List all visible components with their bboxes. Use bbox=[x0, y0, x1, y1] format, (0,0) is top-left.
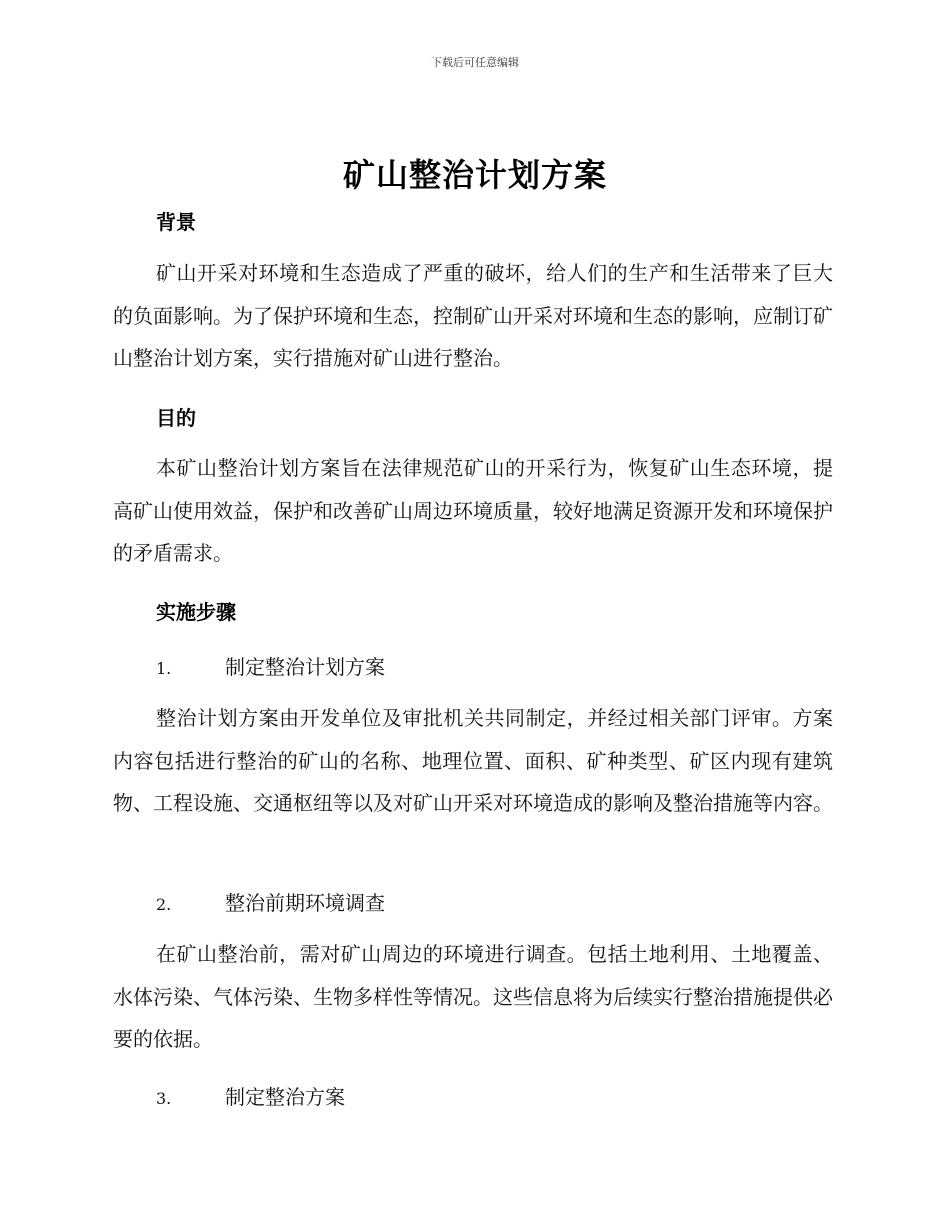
step-label: 制定整治计划方案 bbox=[225, 655, 385, 679]
heading-background: 背景 bbox=[156, 210, 196, 234]
heading-steps: 实施步骤 bbox=[156, 600, 236, 624]
step-item bbox=[156, 1081, 345, 1110]
step-label: 制定整治方案 bbox=[225, 1085, 345, 1109]
document-title: 矿山整治计划方案 bbox=[342, 156, 607, 194]
step-item bbox=[156, 887, 385, 916]
paragraph-purpose: 本矿山整治计划方案旨在法律规范矿山的开采行为，恢复矿山生态环境，提高矿山使用效益，保护和改善矿山周边环境质量，较好地满足资源开发和环境保护的矛盾需求。 bbox=[113, 456, 833, 565]
step-number: 3. bbox=[156, 1089, 172, 1108]
paragraph-step-1: 整治计划方案由开发单位及审批机关共同制定，并经过相关部门评审。方案内容包括进行整治的矿山的名称、地理位置、面积、矿种类型、矿区内现有建筑物、工程设施、交通枢纽等以及对矿山开采对环境造成的影响及整治措施等内容。 bbox=[113, 706, 833, 815]
step-number: 1. bbox=[156, 659, 172, 678]
step-item bbox=[156, 651, 385, 680]
paragraph-step-2: 在矿山整治前，需对矿山周边的环境进行调查。包括土地利用、土地覆盖、水体污染、气体污染、生物多样性等情况。这些信息将为后续实行整治措施提供必要的依据。 bbox=[113, 942, 833, 1051]
paragraph-background: 矿山开采对环境和生态造成了严重的破坏，给人们的生产和生活带来了巨大的负面影响。为了保护环境和生态，控制矿山开采对环境和生态的影响，应制订矿山整治计划方案，实行措施对矿山进行整治。 bbox=[113, 261, 833, 370]
heading-purpose: 目的 bbox=[156, 406, 196, 430]
step-number: 2. bbox=[156, 895, 172, 914]
step-label: 整治前期环境调查 bbox=[225, 891, 385, 915]
header-note: 下载后可任意编辑 bbox=[431, 56, 519, 69]
